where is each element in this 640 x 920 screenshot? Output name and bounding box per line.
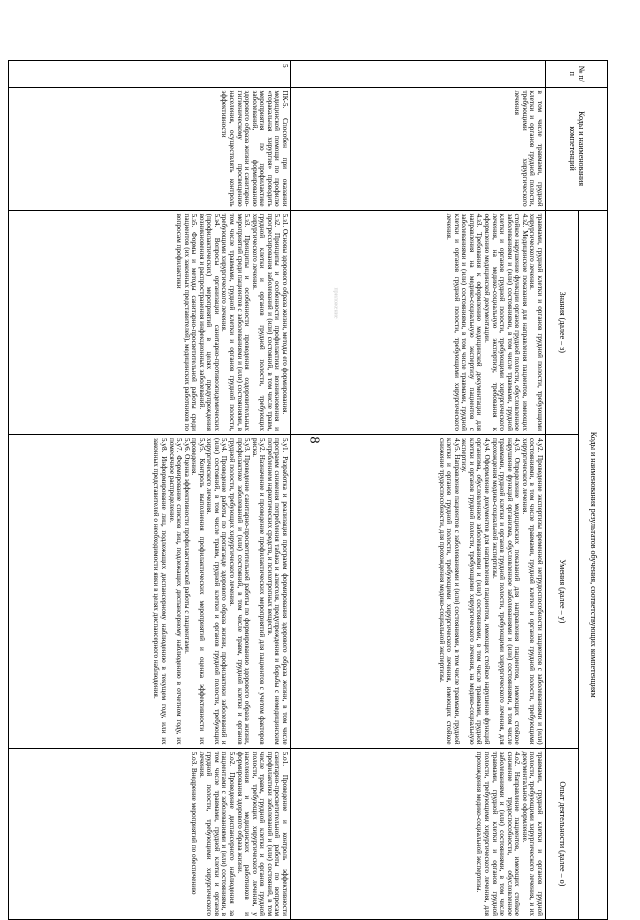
- scan-watermark: приложение: [332, 287, 339, 319]
- header-number: № п/п: [546, 61, 608, 88]
- header-knowledge: Знания (далее – з): [546, 210, 579, 434]
- competencies-table: [8, 60, 608, 920]
- page-number: 8: [306, 436, 322, 444]
- table-row: [9, 61, 291, 920]
- cell-knowledge: 5.з1. Основы здорового образа жизни, методы его формирования. 5.з2. Принципы и особенности профилактики возникновения и прогрессирования заболеваний и (или) состояний, в том числе травм, грудной клетки и органов грудной полости, требующих хирургического лечения. 5.з3. Принципы и особенности проведения оздоровительных мероприятий среди пациентов с заболеваниями и (или) состояниями, в том числе травмами, грудной клетки и органов грудной полости, требующими хирургического лечения. 5.з4. Вопросы организации санитарно-противоэпидемических (профилактических) мероприятий в целях предупреждения возникновения и распространения инфекционных заболеваний. 5.з5. Формы и методы санитарно-просветительной работы среди пациентов (их законных представителей), медицинских работников по вопросам профилактики: [9, 210, 291, 434]
- cell-competency-code: ПК-5. Способен при оказании медицинской помощи по профилю «торакальная хирургия» проводить мероприятия по профилактике заболеваний, формированию здорового образа жизни и санитарно-гигиеническому просвещению населения, осуществлять контроль эффективности: [9, 87, 291, 210]
- header-results-group: Коды и наименования результатов обучения, соответствующих компетенциям: [579, 210, 608, 919]
- cell-experience: 5.о1. Проведение и контроль эффективности санитарно-просветительной работы по вопросам профилактики заболеваний и (или) состояний, в том числе травм, грудной клетки и органов грудной полости, требующих хирургического лечения, у населения и медицинских работников и формирования здорового образа жизни. 5.о2. Проведение диспансерного наблюдения за пациентами с заболеваниями и (или) состояниями, в том числе травмами, грудной клетки и органов грудной полости, требующими хирургического лечения. 5.о3. Внедрение мероприятий по обеспечению: [9, 748, 291, 919]
- table-row: [291, 61, 546, 920]
- cell-experience: травмами, грудной клетки и органов грудной полости, требующими хирургического лечения, и их документальное оформление. 4.о2. Направление пациентов, имеющих стойкое снижение трудоспособности, обусловленное заболеваниями и (или) состояниями, в том числе травмами, грудной клетки и органов грудной полости, требующими хирургического лечения, для прохождения медико-социальной экспертизы.: [291, 748, 546, 919]
- cell-competency-code: в том числе травмами, грудной клетки и органов грудной полости, требующими хирургического лечения: [291, 87, 546, 210]
- cell-number: [291, 61, 546, 88]
- cell-skills: 4.у2. Проведение экспертизы временной нетрудоспособности пациентов с заболеваниями и (или) состояниями, в том числе травмами, грудной клетки и органов грудной полости, требующими хирургического лечения. 4.у3. Определение медицинских показаний для направления пациентов, имеющих стойкое нарушение функций организма, обусловленное заболеваниями и (или) состояниями, в том числе травмами, грудной клетки и органов грудной полости, требующими хирургического лечения, для прохождения медико-социальной экспертизы. 4.у4. Оформление документов для направления пациентов, имеющих стойкое нарушение функций организма, обусловленное заболеваниями и (или) состояниями, в том числе травмами, грудной клетки и органов грудной полости, требующими хирургического лечения, на медико-социальную экспертизу. 4.у5. Направление пациентов с заболеваниями и (или) состояниями, в том числе травмами, грудной клетки и органов грудной полости, требующими хирургического лечения, имеющих стойкое снижение трудоспособности, для прохождения медико-социальной экспертизы.: [291, 434, 546, 748]
- header-competency-code: Коды и наименования компетенций: [546, 87, 608, 210]
- header-skills: Умения (далее – у): [546, 434, 579, 748]
- header-experience: Опыт деятельности (далее – о): [546, 748, 579, 919]
- cell-skills: 5.у1. Разработка и реализация программ формирования здорового образа жизни, в том числе программ снижения потребления табака и алкоголя, предупреждения и борьбы с немедицинским потреблением наркотических средств, и психотропных веществ. 5.у2. Назначение и проведение профилактических мероприятий для пациентов с учетом факторов риска. 5.у3. Проведение санитарно-просветительной работы по формированию здорового образа жизни, профилактике заболеваний и (или) состояний, в том числе травм, грудной клетки и органов грудной полости, требующих хирургического лечения. 5.у4. Проведение работы по пропаганде здорового образа жизни, профилактики заболеваний и (или) состояний, в том числе травм, грудной клетки и органов грудной полости, требующих хирургического лечения. 5.у5. Контроль выполнения профилактических мероприятий и оценка эффективности их проведения. 5.у6. Оценка эффективности профилактической работы с пациентами. 5.у7. Формирование списков лиц, подлежащих диспансерному наблюдению в отчетном году, их помесячное распределение. 5.у8. Информирование лиц, подлежащих диспансерному наблюдению в текущем году, или их законных представителей о необходимости явки в целях диспансерного наблюдения.: [9, 434, 291, 748]
- competencies-table-container: [8, 60, 608, 920]
- cell-number: 5: [9, 61, 291, 88]
- cell-knowledge: травмами, грудной клетки и органов грудной полости, требующими хирургического лечения. 4.з2. Медицинские показания для направления пациентов, имеющих стойкое нарушение функции органов грудной полости, обусловленное заболеваниями и (или) состояниями, в том числе травмами, грудной клетки и органов грудной полости, требующими хирургического лечения, на медико-социальную экспертизу, требования к оформлению медицинской документации. 4.з3. Требования к оформлению медицинской документации для направления на медико-социальную экспертизу пациентов с заболеваниями и (или) состояниями, в том числе травмами, грудной клетки и органов грудной полости, требующими хирургического лечения.: [291, 210, 546, 434]
